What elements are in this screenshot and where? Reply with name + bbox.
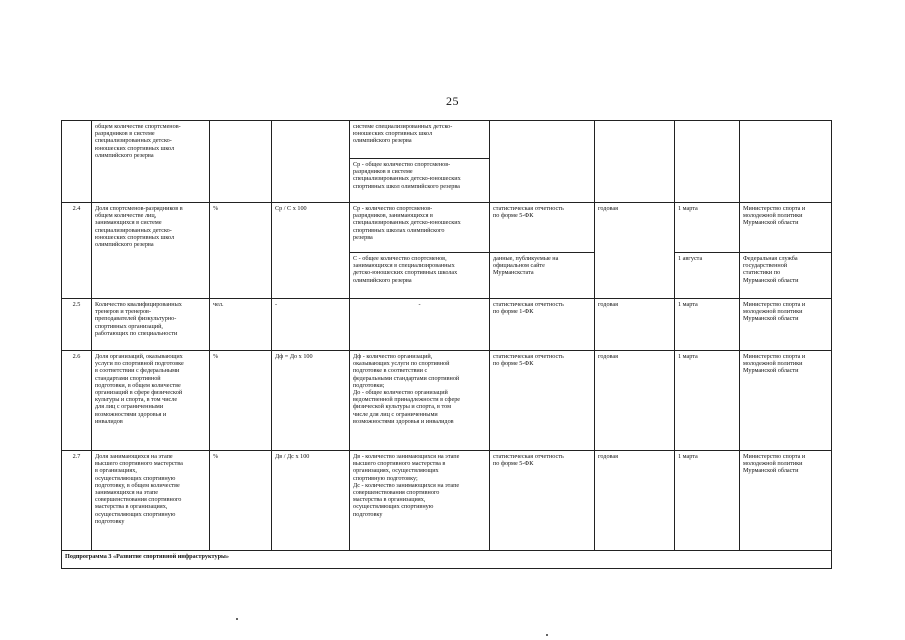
formula-cell xyxy=(272,121,350,203)
responsible-cell: Министерство спорта и молодежной политики Мурманской области xyxy=(740,451,832,551)
responsible-cell: Министерство спорта и молодежной политики Мурманской области xyxy=(740,351,832,451)
page-number: 25 xyxy=(446,94,459,108)
date-cell: 1 марта xyxy=(675,351,740,451)
periodicity-cell: годовая xyxy=(595,351,675,451)
responsible-cell: Министерство спорта и молодежной политики Мурманской области xyxy=(740,203,832,253)
variable-description: Дв - количество занимающихся на этапе высшего спортивного мастерства в организациях, осуществляющих спортивную подготовку; Дс - количество занимающихся на этапе совершенствования спортивного мастерства в организациях, осуществляющих спортивную подготовку xyxy=(350,451,490,551)
variable-description: Ср - количество спортсменов- разрядников, занимающихся в специализированных детско-юношеских спортивных школах олимпийского резерва xyxy=(350,203,490,253)
source-cell: статистическая отчетность по форме 1-ФК xyxy=(490,299,595,351)
indicator-name: Доля занимающихся на этапе высшего спортивного мастерства в организациях, осуществляющих спортивную подготовку, в общем количестве занимающихся на этапе совершенствования спортивного мастерства в организациях, осуществляющих спортивную подготовку xyxy=(92,451,210,551)
formula-cell: Дф = До х 100 xyxy=(272,351,350,451)
periodicity-cell: годовая xyxy=(595,203,675,299)
variable-description: системе специализированных детско- юношеских спортивных школ олимпийского резерва xyxy=(350,121,490,159)
variable-description: - xyxy=(350,299,490,351)
scan-speck xyxy=(546,634,548,636)
row-number: 2.5 xyxy=(62,299,92,351)
formula-cell: - xyxy=(272,299,350,351)
indicators-table xyxy=(61,120,832,569)
row-number: 2.4 xyxy=(62,203,92,299)
date-cell: 1 марта xyxy=(675,451,740,551)
date-cell: 1 марта xyxy=(675,203,740,253)
indicator-name: Доля спортсменов-разрядников в общем количестве лиц, занимающихся в системе специализированных детско- юношеских спортивных школ олимпийского резерва xyxy=(92,203,210,299)
unit-cell: % xyxy=(210,203,272,299)
indicator-name: общем количестве спортсменов- разрядников в системе специализированных детско- юношеских спортивных школ олимпийского резерва xyxy=(92,121,210,203)
unit-cell xyxy=(210,121,272,203)
scan-speck xyxy=(236,618,238,620)
formula-cell: Ср / С х 100 xyxy=(272,203,350,299)
row-number: 2.7 xyxy=(62,451,92,551)
indicator-name: Количество квалифицированных тренеров и тренеров- преподавателей физкультурно- спортивных организаций, работающих по специальности xyxy=(92,299,210,351)
periodicity-cell: годовая xyxy=(595,299,675,351)
periodicity-cell: годовая xyxy=(595,451,675,551)
periodicity-cell xyxy=(595,121,675,203)
responsible-cell: Министерство спорта и молодежной политики Мурманской области xyxy=(740,299,832,351)
unit-cell: чел. xyxy=(210,299,272,351)
source-cell: статистическая отчетность по форме 5-ФК xyxy=(490,451,595,551)
source-cell: статистическая отчетность по форме 5-ФК xyxy=(490,351,595,451)
unit-cell: % xyxy=(210,351,272,451)
row-number xyxy=(62,121,92,203)
indicator-name: Доля организаций, оказывающих услуги по спортивной подготовке в соответствии с федеральными стандартами спортивной подготовки, в общем количестве организаций в сфере физической культуры и спорта, в том числе для лиц с ограниченными возможностями здоровья и инвалидов xyxy=(92,351,210,451)
source-cell: статистическая отчетность по форме 5-ФК xyxy=(490,203,595,253)
variable-description: Ср - общее количество спортсменов- разрядников в системе специализированных детско-юношеских спортивных школ олимпийского резерва xyxy=(350,159,490,203)
date-cell: 1 августа xyxy=(675,253,740,299)
responsible-cell xyxy=(740,121,832,203)
variable-description: Дф - количество организаций, оказывающих услуги по спортивной подготовке в соответствии с федеральными стандартами спортивной подготовки; До - общее количество организаций ведомственной принадлежности в сфере физической культуры и спорта, в том числе для лиц с ограниченными возможностями здоровья и инвалидов xyxy=(350,351,490,451)
variable-description: С - общее количество спортсменов, занимающихся в специализированных детско-юношеских спортивных школах олимпийского резерва xyxy=(350,253,490,299)
formula-cell: Дв / Дс х 100 xyxy=(272,451,350,551)
row-number: 2.6 xyxy=(62,351,92,451)
date-cell xyxy=(675,121,740,203)
subprogram-heading: Подпрограмма 3 «Развитие спортивной инфраструктуры» xyxy=(62,551,832,569)
date-cell: 1 марта xyxy=(675,299,740,351)
source-cell xyxy=(490,121,595,203)
responsible-cell: Федеральная служба государственной статистики по Мурманской области xyxy=(740,253,832,299)
unit-cell: % xyxy=(210,451,272,551)
source-cell: данные, публикуемые на официальном сайте Мурманскстата xyxy=(490,253,595,299)
